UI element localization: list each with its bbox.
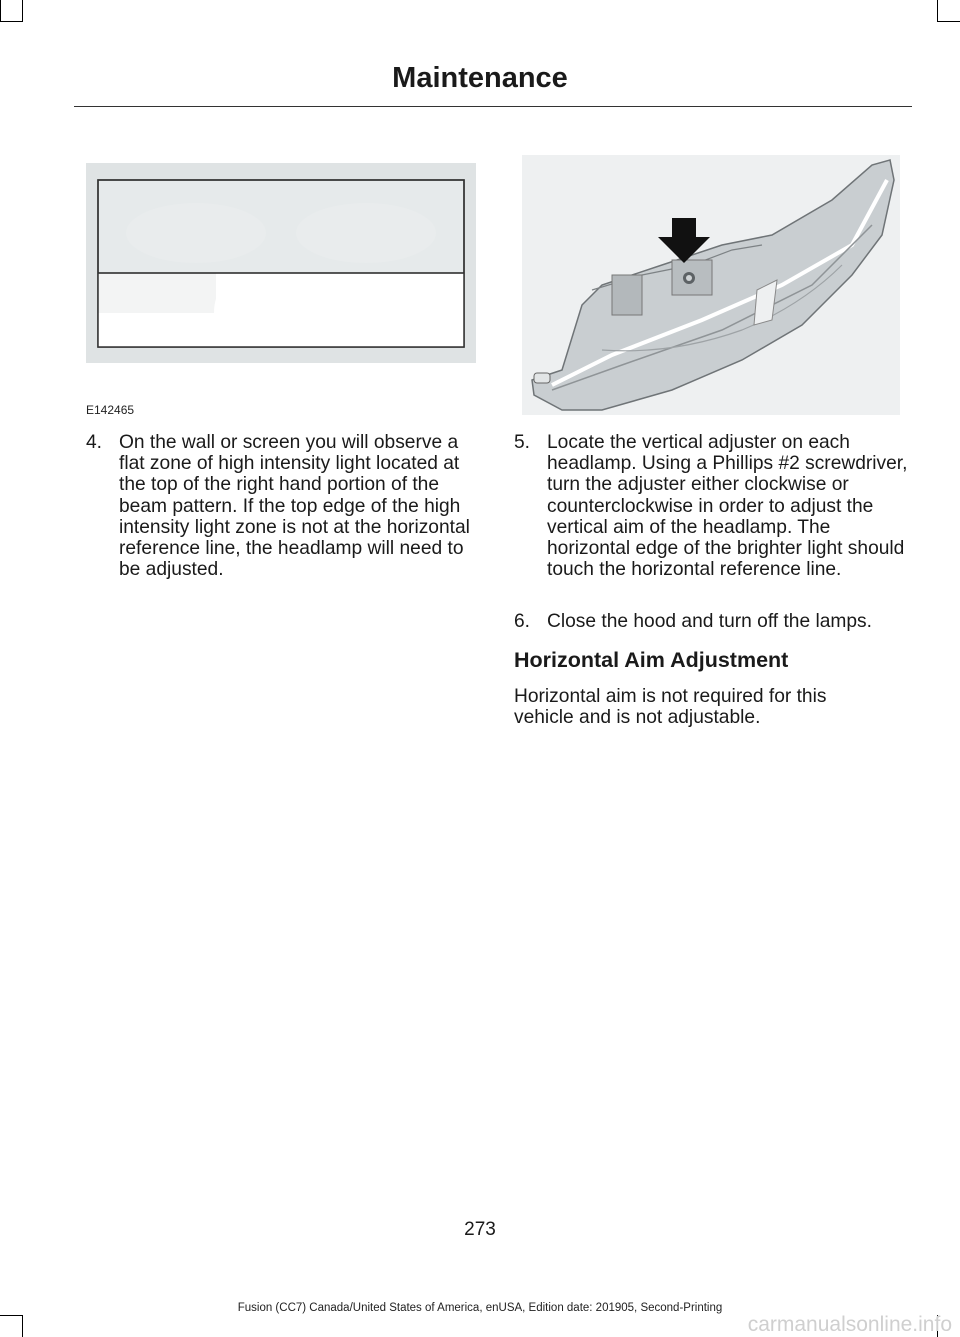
crop-mark [938, 21, 960, 22]
step-text: Locate the vertical adjuster on each headlamp. Using a Phillips #2 screwdriver, turn the adjuster either clockwise or counterclockwise in order to adjust the vertical aim of the headlamp. The horizontal edge of the brighter light should touch the horizontal reference line. [547, 432, 908, 581]
step-text: Close the hood and turn off the lamps. [547, 611, 872, 632]
crop-mark [937, 0, 938, 22]
headlamp-adjuster-figure [522, 155, 900, 415]
step-number: 5. [514, 432, 531, 453]
header-divider [74, 106, 912, 107]
figure-code: E142465 [86, 403, 135, 417]
crop-mark [0, 0, 1, 22]
step-text: On the wall or screen you will observe a flat zone of high intensity light located at the top of the right hand portion of the beam pattern. If the top edge of the high intensity light zone is not at the horizontal reference line, the headlamp will need to be adjusted. [119, 432, 470, 581]
footer-text: Fusion (CC7) Canada/United States of America, enUSA, Edition date: 201905, Second-Printing [237, 1302, 723, 1314]
page-title: Maintenance [392, 62, 568, 94]
section-paragraph: Horizontal aim is not required for this vehicle and is not adjustable. [514, 686, 827, 729]
step-number: 6. [514, 611, 531, 632]
watermark-text: carmanualsonline.info [747, 1313, 952, 1336]
section-heading: Horizontal Aim Adjustment [514, 648, 789, 672]
crop-mark [0, 1315, 22, 1316]
crop-mark [0, 21, 22, 22]
crop-mark [22, 1315, 23, 1337]
step-number: 4. [86, 432, 103, 453]
beam-pattern-figure [86, 163, 476, 363]
page-number: 273 [464, 1219, 496, 1240]
crop-mark [22, 0, 23, 22]
